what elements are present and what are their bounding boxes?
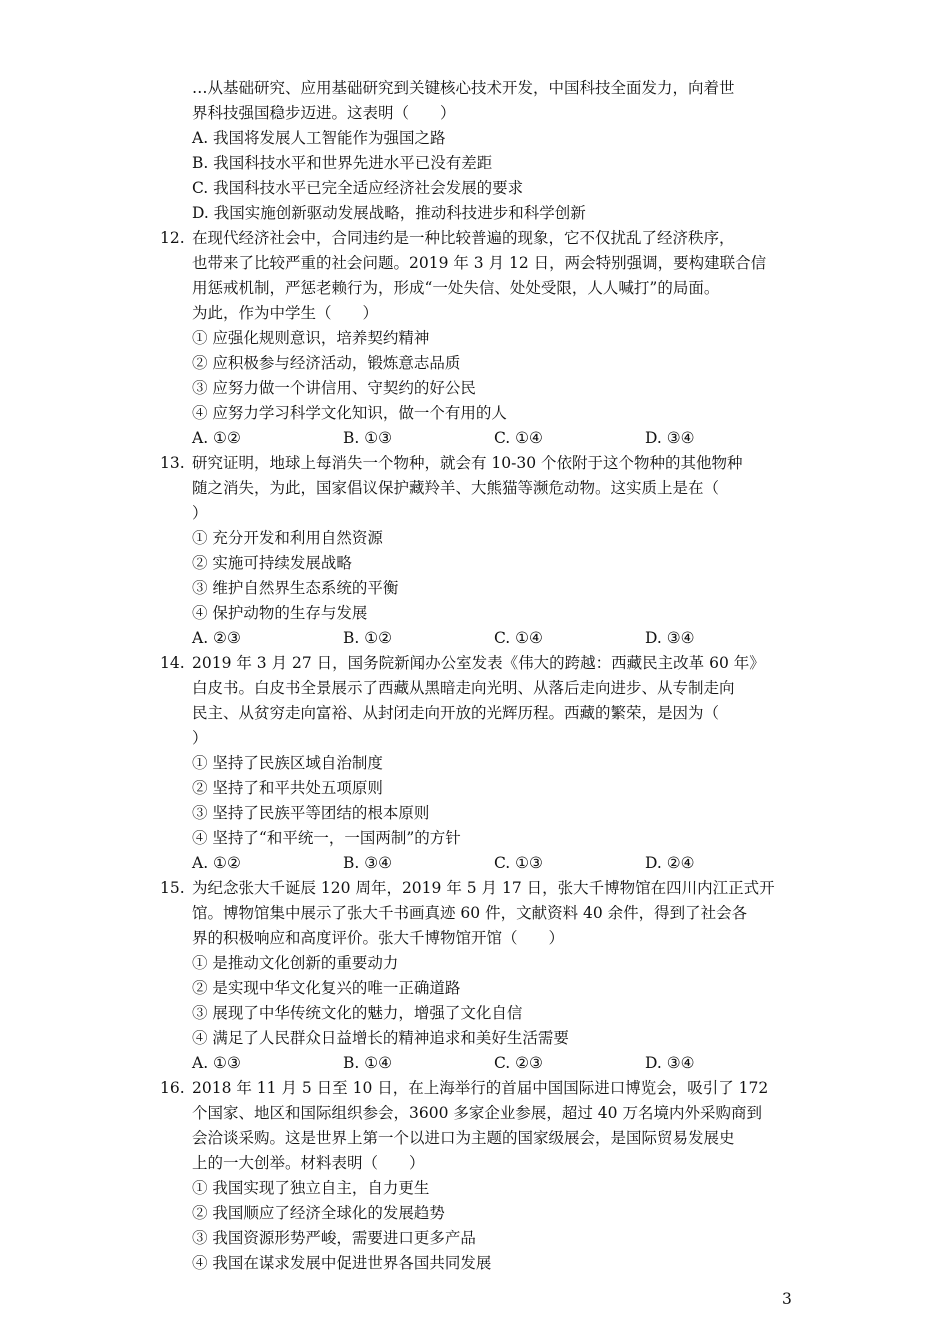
- text: ④ 保护动物的生存与发展: [192, 604, 368, 622]
- question-number: 14.: [160, 654, 185, 672]
- text: 2018 年 11 月 5 日至 10 日，在上海举行的首届中国国际进口博览会，吸引了 172: [192, 1079, 769, 1097]
- text: 在现代经济社会中，合同违约是一种比较普遍的现象，它不仅扰乱了经济秩序，: [192, 229, 735, 247]
- text: ）: [192, 504, 208, 522]
- text: ④ 我国在谋求发展中促进世界各国共同发展: [192, 1254, 492, 1272]
- choice-a: A. ②③: [192, 629, 241, 647]
- choice-c: C. ①③: [494, 854, 543, 872]
- text: D. 我国实施创新驱动发展战略，推动科技进步和科学创新: [192, 204, 586, 222]
- text: ④ 应努力学习科学文化知识，做一个有用的人: [192, 404, 507, 422]
- text: A. 我国将发展人工智能作为强国之路: [192, 129, 446, 147]
- choice-d: D. ②④: [645, 854, 695, 872]
- text: 上的一大创举。材料表明（ ）: [192, 1154, 425, 1172]
- text: ③ 坚持了民族平等团结的根本原则: [192, 804, 430, 822]
- text: 也带来了比较严重的社会问题。2019 年 3 月 12 日，两会特别强调，要构建联合信: [192, 254, 767, 272]
- choice-a: A. ①③: [192, 1054, 241, 1072]
- choice-b: B. ①②: [343, 629, 393, 647]
- page-number: 3: [782, 1290, 792, 1308]
- text: ③ 我国资源形势严峻，需要进口更多产品: [192, 1229, 476, 1247]
- text: B. 我国科技水平和世界先进水平已没有差距: [192, 154, 493, 172]
- text: 馆。博物馆集中展示了张大千书画真迹 60 件，文献资料 40 余件，得到了社会各: [192, 904, 748, 922]
- choice-d: D. ③④: [645, 1054, 695, 1072]
- text: ② 应积极参与经济活动，锻炼意志品质: [192, 354, 461, 372]
- choice-a: A. ①②: [192, 854, 241, 872]
- question-number: 16.: [160, 1079, 185, 1097]
- question-number: 15.: [160, 879, 185, 897]
- choice-d: D. ③④: [645, 629, 695, 647]
- text: 民主、从贫穷走向富裕、从封闭走向开放的光辉历程。西藏的繁荣，是因为（: [192, 704, 720, 722]
- text: ④ 满足了人民群众日益增长的精神追求和美好生活需要: [192, 1029, 569, 1047]
- text: ① 我国实现了独立自主，自力更生: [192, 1179, 430, 1197]
- text: 2019 年 3 月 27 日，国务院新闻办公室发表《伟大的跨越：西藏民主改革 60 年》: [192, 654, 765, 672]
- text: 随之消失，为此，国家倡议保护藏羚羊、大熊猫等濒危动物。这实质上是在（: [192, 479, 720, 497]
- text: …从基础研究、应用基础研究到关键核心技术开发，中国科技全面发力，向着世: [192, 79, 735, 97]
- text: ② 是实现中华文化复兴的唯一正确道路: [192, 979, 461, 997]
- text: ① 是推动文化创新的重要动力: [192, 954, 399, 972]
- text: ）: [192, 729, 208, 747]
- text: 界的积极响应和高度评价。张大千博物馆开馆（ ）: [192, 929, 565, 947]
- text: 为纪念张大千诞辰 120 周年，2019 年 5 月 17 日，张大千博物馆在四川内江正式开: [192, 879, 775, 897]
- text: ④ 坚持了“和平统一，一国两制”的方针: [192, 829, 461, 847]
- choice-a: A. ①②: [192, 429, 241, 447]
- choice-b: B. ①④: [343, 1054, 393, 1072]
- choice-c: C. ②③: [494, 1054, 543, 1072]
- text: ① 坚持了民族区域自治制度: [192, 754, 383, 772]
- choice-b: B. ①③: [343, 429, 393, 447]
- text: 用惩戒机制，严惩老赖行为，形成“一处失信、处处受限，人人喊打”的局面。: [192, 279, 720, 297]
- text: 个国家、地区和国际组织参会，3600 多家企业参展，超过 40 万名境内外采购商到: [192, 1104, 762, 1122]
- text: C. 我国科技水平已完全适应经济社会发展的要求: [192, 179, 524, 197]
- question-number: 12.: [160, 229, 185, 247]
- choice-b: B. ③④: [343, 854, 393, 872]
- text: ② 我国顺应了经济全球化的发展趋势: [192, 1204, 445, 1222]
- question-number: 13.: [160, 454, 185, 472]
- choice-c: C. ①④: [494, 429, 543, 447]
- text: 白皮书。白皮书全景展示了西藏从黑暗走向光明、从落后走向进步、从专制走向: [192, 679, 735, 697]
- text: 为此，作为中学生（ ）: [192, 304, 379, 322]
- text: 会洽谈采购。这是世界上第一个以进口为主题的国家级展会，是国际贸易发展史: [192, 1129, 735, 1147]
- text: ② 实施可持续发展战略: [192, 554, 352, 572]
- choice-c: C. ①④: [494, 629, 543, 647]
- text: ③ 维护自然界生态系统的平衡: [192, 579, 399, 597]
- text: 研究证明，地球上每消失一个物种，就会有 10-30 个依附于这个物种的其他物种: [192, 454, 743, 472]
- text: ② 坚持了和平共处五项原则: [192, 779, 383, 797]
- text: ① 充分开发和利用自然资源: [192, 529, 383, 547]
- text: ③ 应努力做一个讲信用、守契约的好公民: [192, 379, 476, 397]
- text: ① 应强化规则意识，培养契约精神: [192, 329, 430, 347]
- choice-d: D. ③④: [645, 429, 695, 447]
- text: ③ 展现了中华传统文化的魅力，增强了文化自信: [192, 1004, 523, 1022]
- text: 界科技强国稳步迈进。这表明（ ）: [192, 104, 456, 122]
